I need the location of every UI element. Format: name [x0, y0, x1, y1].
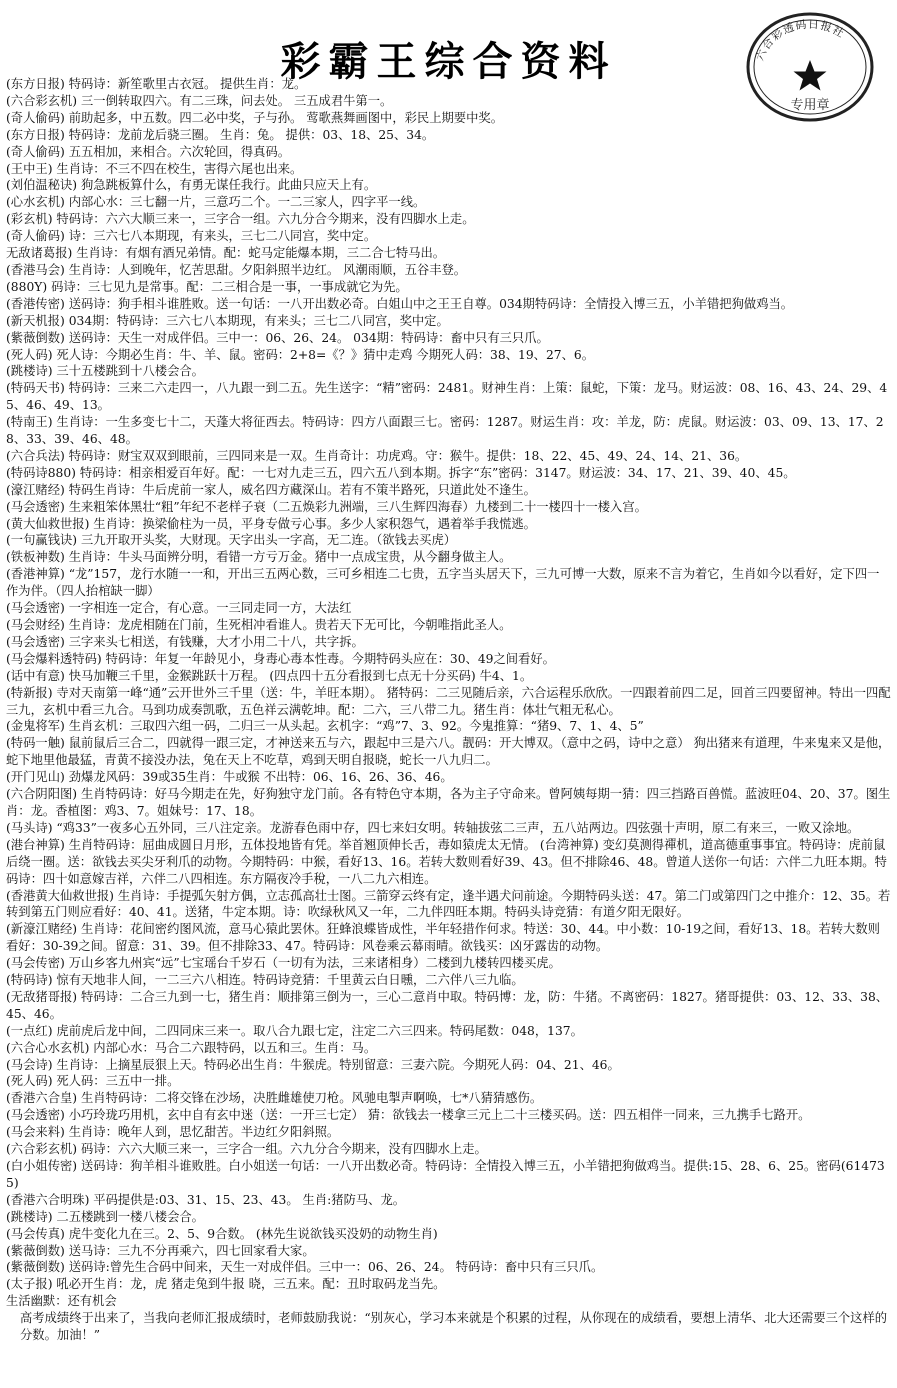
text-line: (香港神算) “龙”157，龙行水随一一和，开出三五两心数，三可乡相连二七贵，五字当头居天下，三九可博一大数，原来不言为着它，生肖如今以看好，定下四一作为伴。（四人抬棺缺一脚）: [6, 567, 880, 599]
text-line: 高考成绩终于出来了，当我向老师汇报成绩时，老师鼓励我说：“别灰心，学习本来就是个积累的过程，从你现在的成绩看，要想上清华、北大还需要三个这样的分数。加油！”: [20, 1311, 888, 1343]
text-line: (香港六合明珠) 平码提供是:03、31、15、23、43。 生肖:猪防马、龙。: [6, 1192, 406, 1207]
seal-arc-text: 六合彩透码日报社: [753, 17, 847, 63]
text-line: (马会传密) 万山乡客九州宾“远”七宝瑶台千岁石（一切有为法，三来诸相身）二楼到九楼转四楼买虎。: [6, 956, 561, 971]
text-line: (刘伯温秘诀) 狗急跳板算什么，有勇无谋任我行。此曲只应天上有。: [6, 178, 377, 193]
text-line: (港台神算) 生肖特码诗：屈曲成圆日月形，五体投地皆有凭。举首翘顶伸长舌，毒如猿虎太无情。 (台湾神算) 变幻莫测得禪机，道高德重事事宜。特码诗：虎前鼠后绕一圈。送：欲钱去买尖牙利爪的动物。今期特码：中猴，看好13、16。若转大数则看好39、43。但不排除46、48。曾道人送你一句话：六伴二九旺本期。特码诗：四十如意嫁吉祥，六伴二八四相连。东方隔夜冷手稅，一八二九六相连。: [6, 837, 887, 886]
text-line: (马会透密) 三字来头七相送，有钱赚，大才小用二十八，共字拆。: [6, 634, 364, 649]
text-line: (黄大仙救世报) 生肖诗：换梁偷柱为一员，平身专做亏心事。多少人家积怨气，遇着举手我慌逃。: [6, 516, 536, 531]
text-line: (一点红) 虎前虎后龙中间，二四同床三来一。取八合九跟七定，注定二六三四来。特码尾数：048，137。: [6, 1023, 583, 1038]
text-line: 生活幽默：还有机会: [6, 1294, 117, 1309]
text-line: (特码诗) 惊有天地非人间，一二三六八相连。特码诗竞猜：千里黄云白日曛，二六伴八三九临。: [6, 973, 524, 988]
text-line: (白小姐传密) 送码诗：狗羊相斗谁败胜。白小姐送一句话：一八开出数必奇。特码诗：全情投入博三五，小羊错把狗做鸡当。提供:15、28、6、25。密码(614735): [6, 1159, 885, 1190]
text-line: (紫薇倒数) 送码诗:曾先生合码中间来，天生一对成伴侣。三中一：06、26、24。 特码诗：畜中只有三只爪。: [6, 1260, 604, 1275]
text-line: (特码诗880) 特码诗：相亲相爱百年好。配：一七对九走三五，四六五八到本期。拆字“东”密码：3147。财运波：34、17、21、39、40、45。: [6, 465, 796, 480]
text-line: (心水玄机) 内部心水：三七翻一片，三意巧二个。一二三家人，四字平一线。: [6, 195, 426, 210]
page-title: 彩霸王综合资料: [280, 39, 617, 85]
text-line: (太子报) 吼必开生肖：龙，虎 猪走兔到牛报 晓，三五来。配：丑时取码龙当先。: [6, 1277, 446, 1292]
text-line: (跳楼诗) 二五楼跳到一楼八楼会合。: [6, 1209, 204, 1224]
article-body: [6, 76, 891, 1344]
text-line: (奇人偷码) 诗：三六七八本期现，有来头，三七二八同宫，奖中定。: [6, 229, 377, 244]
text-line: (濠江赌经) 特码生肖诗：牛后虎前一家人，威名四方藏深山。若有不策半路死，只道此处不逢生。: [6, 482, 536, 497]
text-line: (奇人偷码) 五五相加，来相合。六次轮回，得真码。: [6, 144, 291, 159]
text-line: (东方日报) 特码诗：新笙歌里古衣冠。 提供生肖：龙。: [6, 77, 307, 91]
text-line: (马会透密) 一字相连一定合，有心意。一三同走同一方，大法红: [6, 601, 352, 616]
text-line: (特码一触) 鼠前鼠后三合二，四就得一跟三定，才神送来五与六，跟起中三是六八。靓码：开大博双。（意中之码，诗中之意） 狗出猪来有道理，牛来鬼来又是他，蛇下地里他最猛，青黄不接没办法，兔在天上不吃草，鸡到天明自报晓，蛇长一八九归二。: [6, 736, 891, 768]
text-line: (马会透密) 小巧玲珑巧用机，玄中自有玄中迷（送：一开三七定） 猜：欲钱去一楼拿三元上二十三楼买码。送：四五相伴一同来，三九携手七路开。: [6, 1108, 811, 1123]
text-line: (香港六合皇) 生肖特码诗：二将交锋在沙场，决胜雌雄使刀枪。风驰电掣声啊唤，七*八猜猜感伤。: [6, 1091, 543, 1106]
text-line: (一句赢钱诀) 三九开取开头奖，大财现。天字出头一字高，无二连。（欲钱去买虎）: [6, 533, 457, 548]
text-line: (奇人偷码) 前助起多，中五数。四二必中奖，子与孙。 莺歌燕舞画图中，彩民上期要中奖。: [6, 110, 503, 125]
text-line: (东方日报) 特码诗：龙前龙后骁三圈。 生肖：兔。 提供：03、18、25、34。: [6, 127, 435, 142]
text-line: (特码天书) 特码诗：三来二六走四一，八九跟一到二五。先生送字：“精”密码：2481。财神生肖：上策：鼠蛇，下策：龙马。财运波：08、16、43、24、29、45、46、49、13。: [6, 381, 888, 413]
text-line: (马会来料) 生肖诗：晚年人到，思忆甜苦。半边红夕阳斜照。: [6, 1125, 340, 1140]
text-line: 无敌诸葛报) 生肖诗：有烟有酒兄弟情。配：蛇马定能爆本期，三二合七特马出。: [6, 246, 446, 261]
text-line: (特新报) 寺对天南第一峰“通”云开世外三千里（送：牛，羊旺本期）。 猪特码：二三见随后亲，六合运程乐欣欣。一四跟着前四二足，回首三四要留神。特出一四配三九，玄机中看三九合。马到功成奏凯歌，五色祥云满乾坤。配：二六，三八带二九。猪生肖：体壮气粗无私心。: [6, 685, 891, 717]
text-line: (880Y) 码诗：三七见九是常事。配：二三相合是一事，一事成就它为先。: [6, 279, 408, 294]
text-line: (开门见山) 劲爆龙风码：39或35生肖：牛或猴 不出特：06、16、26、36、46。: [6, 770, 453, 785]
text-line: (死人码) 死人诗：今期必生肖：牛、羊、鼠。密码：2+8=《？》猜中走鸡 今期死人码：38、19、27、6。: [6, 347, 595, 362]
text-line: (香港传密) 送码诗：狗手相斗谁胜败。送一句话：一八开出数必奇。白姐山中之王王自尊。034期特码诗：全情投入博三五，小羊错把狗做鸡当。: [6, 296, 794, 311]
text-line: (新濠江赌经) 生肖诗：花间密约图风流，意马心猿此罢休。狂蜂浪蝶皆成性，半年轻措作何求。特送：30、44。中小数：10-19之间，看好13、18。若转大数则看好：30-39之间。留意：31、39。但不排除33、47。特码诗：风卷乘云幕雨晴。欲钱买：凶牙露齿的动物。: [6, 922, 880, 954]
text-line: (铁板神数) 生肖诗：牛头马面辨分明，看错一方亏万金。猪中一点成宝贵，从今翻身做主人。: [6, 550, 512, 565]
text-line: (马会传真) 虎牛变化九在三。2、5、9合数。 (林先生说欲钱买没奶的动物生肖): [6, 1226, 438, 1241]
text-line: (死人码) 死人码：三五中一排。: [6, 1074, 180, 1089]
text-line: (金鬼将军) 生肖玄机：三取四六组一码，二归三一从头起。玄机字：“鸡”7、3、92。今鬼推算：“猪9、7、1、4、5”: [6, 719, 644, 734]
text-line: (新天机报) 034期：特码诗：三六七八本期现，有来头；三七二八同宫，奖中定。: [6, 313, 449, 328]
text-line: (六合彩玄机) 三一倒转取四六。有二三珠，问去处。 三五成君牛第一。: [6, 93, 393, 108]
text-line: (香港马会) 生肖诗：人到晚年，忆苦思甜。夕阳斜照半边红。 风潮雨顺，五谷丰登。: [6, 262, 467, 277]
text-line: (话中有意) 快马加鞭三千里，金猴跳跃十万程。 (四点四十五分看报到七点无十分买码) 牛4、1。: [6, 668, 533, 683]
text-line: (王中王) 生肖诗：不三不四在校生，害得六尾也出来。: [6, 161, 303, 176]
text-line: (紫薇倒数) 送码诗：天生一对成伴侣。三中一：06、26、24。 034期：特码诗：畜中只有三只爪。: [6, 330, 549, 345]
text-line: (无敌猪哥报) 特码诗：二合三九到一七，猪生肖：顺排第三倒为一，三心二意肖中取。特码博：龙，防：牛猪。不离密码：1827。猪哥提供：03、12、33、38、45、46。: [6, 989, 889, 1021]
text-line: (跳楼诗) 三十五楼跳到十八楼会合。: [6, 364, 204, 379]
text-line: (马头诗) “鸡33”一夜多心五外同，三八注定亲。龙游春色雨中存，四七来妇女明。转轴拔弦二三声，五八站两边。四弦强十声明，原二有来三，一败又涂地。: [6, 820, 860, 835]
text-line: (马会透密) 生来粗笨体黑壮“粗”年纪不老样子衰（二五焕彩九洲端，三八生辉四海春）九楼到二十一楼四十一楼入宫。: [6, 499, 647, 514]
svg-text:六合彩透码日报社: [753, 18, 847, 63]
text-line: (马会爆料透特码) 特码诗：年复一年龄见小，身毒心毒本性毒。今期特码头应在：30、49之间看好。: [6, 651, 555, 666]
text-line: (紫薇倒数) 送马诗：三九不分再乘六，四七回家看大家。: [6, 1243, 315, 1258]
seal-bottom-text: 专用章: [790, 98, 830, 113]
text-line: (马会诗) 生肖诗：上摘星辰狠上天。特码必出生肖：牛猴虎。特别留意：三妻六院。今期死人码：04、21、46。: [6, 1057, 620, 1072]
text-line: (特南王) 生肖诗：一生多变七十二，天蓬大将征西去。特码诗：四方八面跟三七。密码：1287。财运生肖：攻：羊龙，防：虎鼠。财运波：03、09、13、17、28、33、39、46、48。: [6, 415, 884, 447]
text-line: (彩玄机) 特码诗：六六大顺三来一，三字合一组。六九分合今期来，没有四脚水上走。: [6, 212, 475, 227]
text-line: (六合心水玄机) 内部心水：马合二六跟特码，以五和三。生肖：马。: [6, 1040, 377, 1055]
text-line: (六合彩玄机) 码诗：六六大顺三来一，三字合一组。六九分合今期来，没有四脚水上走。: [6, 1142, 487, 1157]
text-line: (香港黄大仙救世报) 生肖诗：手提弧矢射方偶，立志孤高壮士图。三箭穿云终有定，逢半遇犬问前途。今期特码头送：47。第二门或第四门之中推介：12、35。若转到第五门则应看好：40、41。送猪，牛定本期。诗：吹绿秋风又一年，二九伴四旺本期。特码头诗竞猜：有道夕阳无限好。: [6, 888, 891, 920]
text-line: (马会财经) 生肖诗：龙虎相随在门前，生死相冲看谁人。贵若天下无可比，今朝唯指此圣人。: [6, 618, 512, 632]
text-line: (六合兵法) 特码诗：财宝双双到眼前，三四同来是一双。生肖奇计：功虎鸡。守：猴牛。提供：18、22、45、49、24、14、21、36。: [6, 448, 748, 463]
text-line: (六合阴阳图) 生肖特码诗：好马今期走在先，好狗独守龙门前。各有特色守本期，各为主子守命来。曾阿姨每期一猜：四三挡路百兽慌。蓝波旺04、20、37。图生肖：龙。香植图：鸡3、7。姐妹号：17、18。: [6, 787, 891, 818]
